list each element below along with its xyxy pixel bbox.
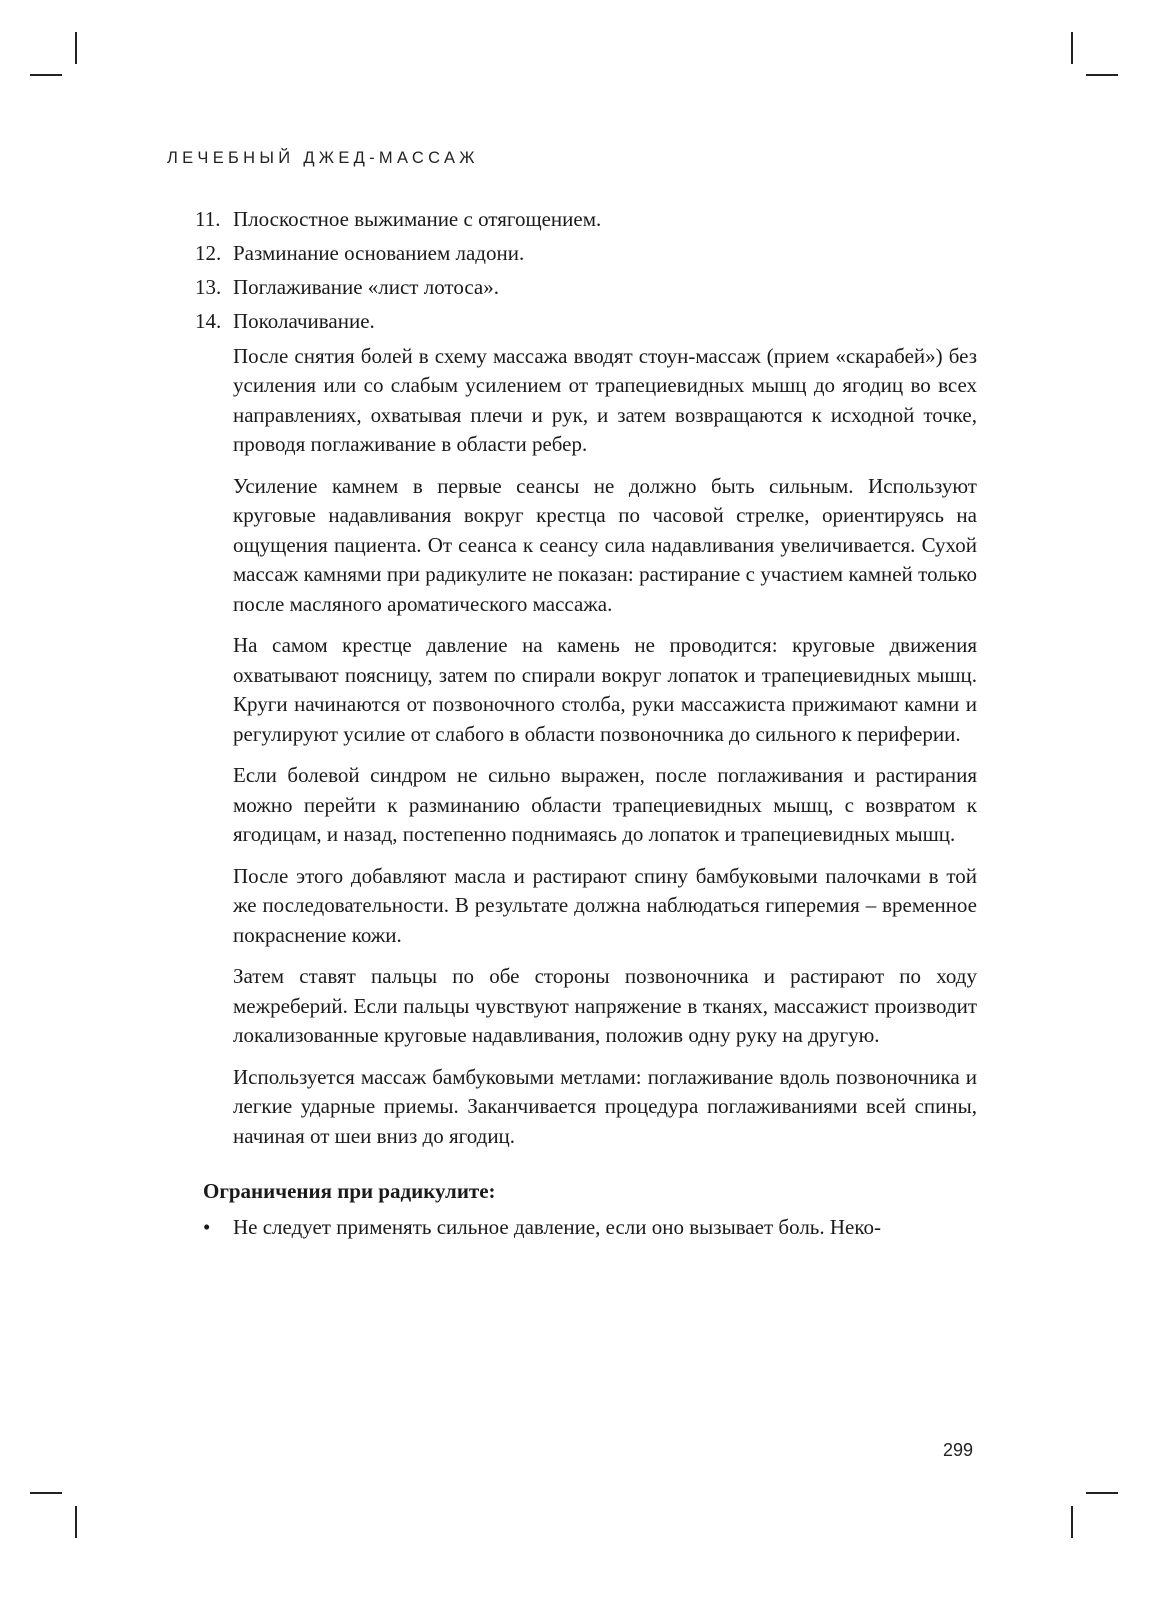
list-item-text: Разминание основанием ладони. [233,241,525,265]
paragraph: Используется массаж бамбуковыми метлами: поглаживание вдоль позвоночника и легкие ударные приемы. Заканчивается процедура поглаживаниями всей спины, начиная от шеи вниз до ягодиц. [233,1064,977,1148]
running-head: ЛЕЧЕБНЫЙ ДЖЕД-МАССАЖ [167,149,479,167]
list-item [195,1213,977,1243]
list-item-number: 11. [195,207,221,231]
list-item [195,273,977,303]
page-number: 299 [943,1440,974,1460]
crop-mark-bottom-left-v [75,1506,77,1538]
page-body [195,205,977,1242]
crop-mark-bottom-left-h [30,1492,62,1494]
list-item-number: 12. [195,241,222,265]
steps-list [195,205,977,337]
list-item-text: Поколачивание. [233,309,375,333]
crop-mark-bottom-right-v [1071,1506,1073,1538]
bullet-icon: • [203,1214,211,1239]
paragraph: После этого добавляют масла и растирают спину бамбуковыми палочками в той же последовательности. В результате должна наблюдаться гиперемия – временное покраснение кожи. [233,863,977,947]
crop-mark-top-left-h [30,74,62,76]
list-item [195,205,977,235]
crop-mark-bottom-right-h [1086,1492,1118,1494]
paragraph: Затем ставят пальцы по обе стороны позвоночника и растирают по ходу межреберий. Если пальцы чувствуют напряжение в тканях, массажист производит локализованные круговые надавливания, положив одну руку на другую. [233,964,977,1047]
section-heading: Ограничения при радикулите: [203,1179,496,1203]
list-item [195,239,977,269]
crop-mark-top-left-v [75,32,77,64]
list-item-text: Поглаживание «лист лотоса». [233,275,500,299]
restrictions-list [195,1213,977,1243]
list-item-text: Не следует применять сильное давление, если оно вызывает боль. Неко- [233,1214,881,1239]
crop-mark-top-right-h [1086,74,1118,76]
paragraph: На самом крестце давление на камень не проводится: круговые движения охватывают поясницу, затем по спирали вокруг лопаток и трапециевидных мышц. Круги начинаются от позвоночного столба, руки массажиста прижимают камни и регулируют усилие от слабого в области позвоночника до сильного к периферии. [233,633,977,746]
paragraph: После снятия болей в схему массажа вводят стоун-массаж (прием «скарабей») без усиления или со слабым усилением от трапециевидных мышц до ягодиц во всех направлениях, охватывая плечи и рук, и затем возвращаются к исходной точке, проводя поглаживание в области ребер. [233,343,977,456]
paragraph: Если болевой синдром не сильно выражен, после поглаживания и растирания можно перейти к разминанию области трапециевидных мышц, с возвратом к ягодицам, и назад, постепенно поднимаясь до лопаток и трапециевидных мышц. [233,763,977,846]
list-item-text: Плоскостное выжимание с отягощением. [233,207,602,231]
list-item-number: 14. [195,309,222,333]
list-item-number: 13. [195,275,222,299]
crop-mark-top-right-v [1071,32,1073,64]
paragraph: Усиление камнем в первые сеансы не должно быть сильным. Используют круговые надавливания вокруг крестца по часовой стрелке, ориентируясь на ощущения пациента. От сеанса к сеансу сила надавливания увеличивается. Сухой массаж камнями при радикулите не показан: растирание с участием камней только после масляного ароматического массажа. [233,473,977,616]
list-item [195,307,977,337]
